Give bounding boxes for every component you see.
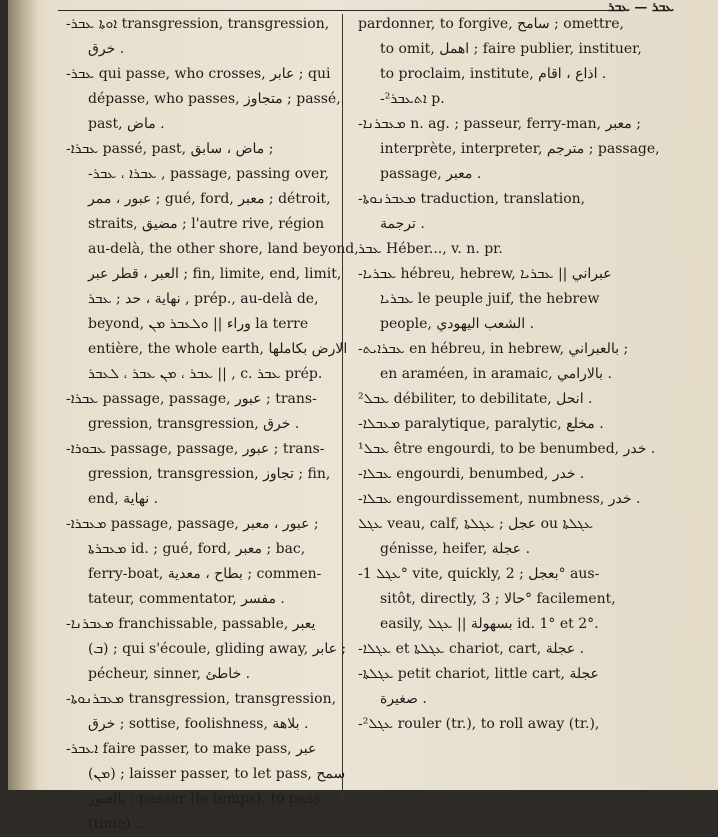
dictionary-entry <box>66 512 336 612</box>
entry-line: ترجمة . <box>380 216 425 232</box>
entry-line: easily, بسهولة || ܥܓܠ id. 1° et 2°. <box>380 616 599 632</box>
entry-line: -ܡܥܒܪܢܐ franchissable, passable, يعبر <box>66 616 316 632</box>
entry-line: gression, transgression, تجاوز ; fin, <box>88 466 331 482</box>
entry-line: خرق ; sottise, foolishness, بلاهة . <box>88 716 309 732</box>
dictionary-entry <box>358 487 658 512</box>
entry-line: to proclaim, institute, اذاع ، اقام . <box>380 66 607 82</box>
entry-line: -ܥܓܠܐ et ܥܓܠܬܐ chariot, cart, عجلة . <box>358 641 585 657</box>
entry-line: ¹ܥܒܠ être engourdi, to be benumbed, خدر . <box>358 441 656 457</box>
entry-line: -ܥܓܠܬܐ petit chariot, little cart, عجلة <box>358 666 599 682</box>
dictionary-entry <box>358 237 658 262</box>
left-column <box>66 12 359 837</box>
entry-line: straits, مضيق ; l'autre rive, région <box>88 216 325 232</box>
dictionary-entry <box>358 437 658 462</box>
entry-line: ܡܥܒܪܬܐ id. ; gué, ford, معبر ; bac, <box>88 541 306 557</box>
column-divider <box>342 14 343 804</box>
dictionary-entry <box>66 12 336 62</box>
entry-line: -ܡܥܒܠܐ paralytique, paralytic, مخلع . <box>358 416 604 432</box>
entry-line: gression, transgression, خرق . <box>88 416 300 432</box>
entry-line: past, ماض . <box>88 116 165 132</box>
dictionary-entry <box>358 12 658 112</box>
entry-line: passage, معبر . <box>380 166 482 182</box>
dictionary-entry <box>66 62 341 137</box>
dictionary-entry <box>66 387 336 437</box>
dictionary-entry <box>358 637 658 662</box>
header-rule <box>58 10 618 11</box>
entry-line: en araméen, in aramaic, بالارامي . <box>380 366 612 382</box>
entry-line: ܥܒܪ ، ܡܢ ܥܒܪ ، ܠܥܒܪ || , c. ܥܒܪ prép. <box>88 366 323 382</box>
running-head: ܥܒܪ — ܥܒܪ <box>608 0 674 15</box>
entry-line: génisse, heifer, عجلة . <box>380 541 531 557</box>
dictionary-entry <box>358 112 658 187</box>
dictionary-entry <box>358 412 658 437</box>
entry-line: -ܥܒܪܐ ، ܥܒܪ , passage, passing over, <box>88 166 329 182</box>
entry-line: -²ܥܓܠ rouler (tr.), to roll away (tr.), <box>358 716 600 732</box>
entry-line: نهاية ، حد ; ܥܒܪ , prép., au-delà de, <box>88 291 319 307</box>
dictionary-entry <box>358 387 658 412</box>
entry-line: ܥܓܠ veau, calf, عجل ; ܥܓܠܬܐ ou ܥܓܠܬܐ <box>358 516 594 532</box>
dictionary-page <box>8 0 718 832</box>
entry-line: -ܐܘܬܐ ܥܒܪ transgression, transgression, <box>66 16 330 32</box>
entry-line: people, الشعب اليهودي . <box>380 316 535 332</box>
entry-line: ²ܥܒܠ débiliter, to debilitate, انحل . <box>358 391 593 407</box>
dictionary-entry <box>66 737 346 837</box>
dictionary-entry <box>358 712 658 737</box>
entry-line: -²ܐܬܥܒܪ p. <box>380 91 445 107</box>
book-spine-shadow <box>8 0 38 790</box>
dictionary-entry <box>358 662 658 712</box>
entry-line: (time) ... <box>88 816 149 832</box>
dictionary-entry <box>358 462 658 487</box>
entry-line: -ܥܒܪܐ passage, passage, عبور ; trans- <box>66 391 317 407</box>
dictionary-entry <box>358 262 658 337</box>
entry-line: pécheur, sinner, خاطئ . <box>88 666 251 682</box>
entry-line: end, نهاية . <box>88 491 159 507</box>
entry-line: -ܡܥܒܪܢܐ n. ag. ; passeur, ferry-man, معبر ; <box>358 116 641 132</box>
dictionary-entry <box>358 187 658 237</box>
entry-line: -ܥܒܪܝܐ hébreu, hebrew, عبراني || ܥܒܪܝܐ <box>358 266 612 282</box>
entry-line: خرق . <box>88 41 125 57</box>
entry-line: صغيرة . <box>380 691 427 707</box>
entry-line: beyond, وراء || ܘܠܥܒܪ ܡܢ la terre <box>88 316 309 332</box>
dictionary-entry <box>66 612 347 687</box>
entry-line: -ܥܓܠ 1° vite, quickly, بعجل ; 2° aus- <box>358 566 600 582</box>
entry-line: بالعبور ; passer (le temps), to pass <box>88 791 321 807</box>
entry-line: -ܡܥܒܪܢܘܬܐ transgression, transgression, <box>66 691 337 707</box>
dictionary-entry <box>358 512 658 562</box>
entry-line: dépasse, who passes, متجاوز ; passé, <box>88 91 341 107</box>
entry-line: entière, the whole earth, الارض بكاملها <box>88 341 348 357</box>
dictionary-entry <box>358 337 658 387</box>
entry-line: -ܥܒܪܐܝܬ en hébreu, in hebrew, بالعبراني ; <box>358 341 629 357</box>
dictionary-entry <box>66 687 336 737</box>
entry-line: au-delà, the other shore, land beyond, <box>88 241 359 257</box>
entry-line: interprète, interpreter, مترجم ; passage, <box>380 141 660 157</box>
entry-line: ܥܒܪ Héber..., v. n. pr. <box>358 241 503 257</box>
dictionary-entry <box>358 562 658 637</box>
entry-line: ܥܒܪܝܐ le peuple juif, the hebrew <box>380 291 600 307</box>
entry-line: sitôt, directly, حالا ; 3° facilement, <box>380 591 616 607</box>
entry-line: to omit, اهمل ; faire publier, instituer, <box>380 41 642 57</box>
entry-line: عبور ، ممر ; gué, ford, معبر ; détroit, <box>88 191 331 207</box>
entry-line: -ܥܒܘܪܐ passage, passage, عبور ; trans- <box>66 441 325 457</box>
entry-line: -ܥܒܪܐ passé, past, ماض ، سابق ; <box>66 141 274 157</box>
dictionary-entry <box>66 437 336 512</box>
entry-line: -ܥܒܠܐ engourdi, benumbed, خدر . <box>358 466 585 482</box>
entry-line: ferry-boat, بطاح ، معدية ; commen- <box>88 566 322 582</box>
entry-line: العبر ، قطر عبر ; fin, limite, end, limit, <box>88 266 342 282</box>
entry-line: -ܐܥܒܪ faire passer, to make pass, عبر <box>66 741 317 757</box>
entry-line: -ܥܒܠܐ engourdissement, numbness, خدر . <box>358 491 641 507</box>
entry-line: (ܡܢ) ; laisser passer, to let pass, سمح <box>88 766 346 782</box>
entry-line: (ܒ) ; qui s'écoule, gliding away, عابر ; <box>88 641 347 657</box>
entry-line: -ܥܒܪ qui passe, who crosses, عابر ; qui <box>66 66 331 82</box>
entry-line: tateur, commentator, مفسر . <box>88 591 285 607</box>
entry-line: -ܡܥܒܪܢܘܬܐ traduction, translation, <box>358 191 586 207</box>
right-column <box>358 12 658 737</box>
entry-line: pardonner, to forgive, سامح ; omettre, <box>358 16 624 32</box>
dictionary-entry <box>66 137 359 387</box>
entry-line: -ܡܥܒܪܐ passage, passage, عبور ، معبر ; <box>66 516 319 532</box>
